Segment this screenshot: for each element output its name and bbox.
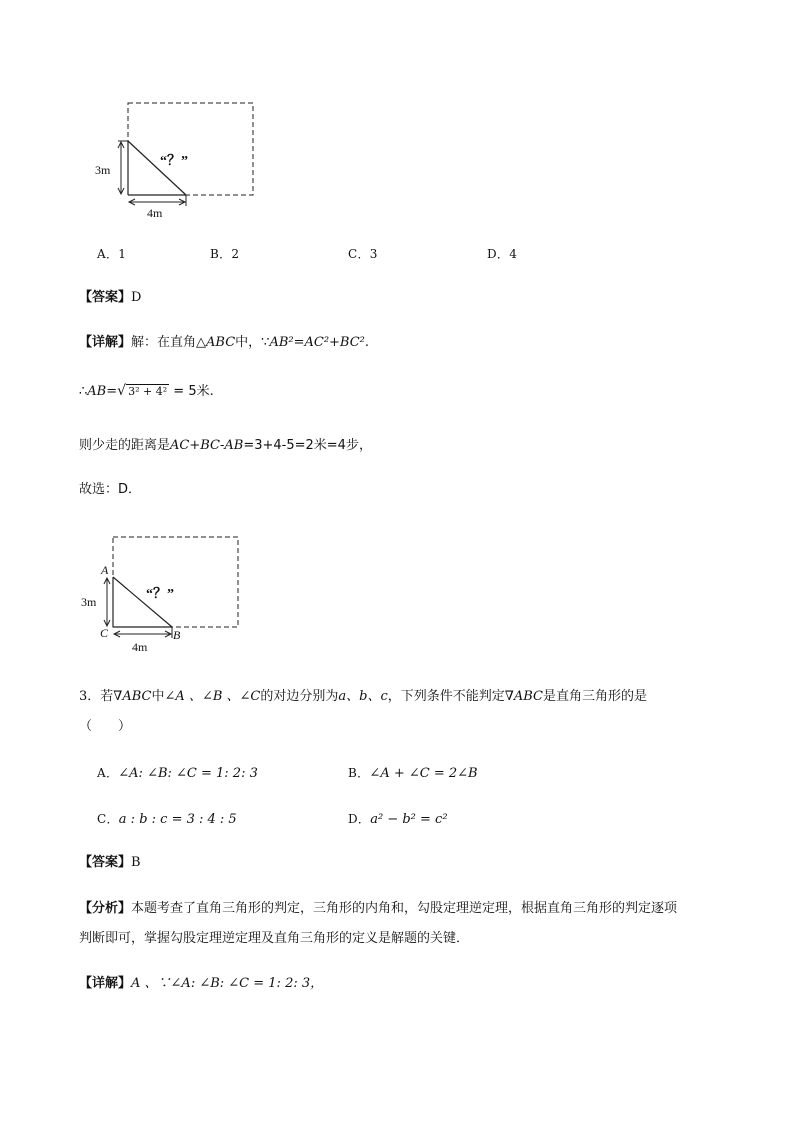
q3-analysis-line-2: 判断即可，掌握勾股定理逆定理及直角三角形的定义是解题的关键． (79, 931, 470, 946)
q3-analysis-text-1: 本题考查了直角三角形的判定，三角形的内角和，勾股定理逆定理，根据直角三角形的判定逐项 (131, 901, 678, 916)
q3-detail-text: A 、∵∠A: ∠B: ∠C = 1: 2: 3， (131, 976, 324, 991)
q3-answer-value: B (131, 855, 141, 870)
q3-stem-line-1 (79, 688, 647, 706)
q3-stem-part-3: 的对边分别为 (260, 689, 339, 704)
q2-detail-line-2 (79, 383, 214, 401)
q3-stem-part-2: 中 (151, 689, 165, 704)
figure-2-vertex-a: A (101, 563, 109, 577)
q3-detail-line (79, 975, 323, 993)
q3-stem-angles: ∠A 、∠B 、∠C (164, 689, 261, 704)
figure-2-vertex-b: B (173, 628, 181, 642)
q3-number: 3． (79, 689, 101, 704)
q3-answer-line (79, 854, 141, 872)
q2-answer-value: D (131, 290, 142, 305)
figure-2-vertex-c: C (100, 626, 109, 640)
figure-2-height-label: 3m (81, 595, 97, 609)
q3-option-d (348, 810, 448, 829)
figure-1-dashed-rect (128, 103, 253, 195)
q2-detail-1-prefix: 解：在直角△ (131, 335, 207, 350)
figure-1-diagram (90, 95, 270, 225)
q2-detail-1-abc: ABC (206, 335, 236, 350)
q3-option-c-letter: C． (97, 812, 119, 826)
figure-2-width-label: 4m (132, 640, 148, 654)
q2-detail-1-formula: AB²=AC²+BC² (269, 335, 365, 350)
q2-answer-line (79, 289, 141, 307)
q2-detail-line-3 (79, 437, 372, 455)
q2-detail-2-prefix: ∴ (79, 384, 88, 399)
q3-detail-tag: 【详解】 (79, 976, 132, 991)
q3-stem-part-4: ，下列条件不能判定 (387, 689, 505, 704)
q3-option-c-text: a : b : c = 3 : 4 : 5 (118, 812, 237, 827)
q3-option-a (97, 764, 258, 783)
figure-1-height-label: 3m (95, 163, 111, 177)
q2-detail-3-expr: AC+BC-AB (170, 438, 244, 453)
q2-detail-3-rest: =3+4-5=2米=4步， (243, 438, 372, 453)
q3-stem-triangle-2: ∇ABC (504, 689, 543, 704)
q3-stem-sides: a、b、c (338, 689, 388, 704)
q3-stem-triangle-1: ∇ABC (113, 689, 152, 704)
q2-option-d: D．4 (487, 247, 518, 261)
q2-answer-tag: 【答案】 (79, 290, 132, 305)
q2-detail-2-sqrt: √ 3² + 4² (117, 383, 168, 399)
q2-option-a: A．1 (97, 247, 127, 261)
q2-detail-2-radicand: 3² + 4² (128, 385, 168, 398)
figure-1-question-label: “？” (160, 154, 188, 169)
q2-detail-3-prefix: 则少走的距离是 (79, 438, 171, 453)
q2-detail-1-mid: 中，∵ (235, 335, 270, 350)
figure-2-dashed-rect (113, 537, 238, 627)
figure-2-question-label: “？” (146, 587, 174, 602)
figure-2-hypotenuse (113, 577, 172, 627)
q3-analysis-line-1 (79, 900, 677, 918)
q2-detail-2-end: . (209, 384, 214, 399)
q3-option-b-text: ∠A + ∠C = 2∠B (369, 766, 478, 781)
q2-detail-1-end: . (364, 335, 370, 350)
q3-option-d-letter: D． (348, 812, 371, 826)
q2-detail-tag: 【详解】 (79, 335, 132, 350)
q3-option-d-text: a² − b² = c² (370, 812, 448, 827)
q2-detail-line-1 (79, 334, 369, 352)
q3-option-b-letter: B． (348, 766, 370, 780)
q2-detail-2-eq: = (106, 384, 118, 399)
q3-option-b (348, 764, 478, 783)
q3-stem-part-5: 是直角三角形的是 (542, 689, 647, 704)
q2-option-b: B．2 (210, 247, 240, 261)
q2-option-c: C．3 (348, 247, 378, 261)
q3-stem-part-1: 若 (100, 689, 114, 704)
figure-2-diagram (78, 530, 258, 660)
q3-analysis-tag: 【分析】 (79, 901, 132, 916)
q3-option-a-text: ∠A: ∠B: ∠C = 1: 2: 3 (118, 766, 258, 781)
q3-answer-tag: 【答案】 (79, 855, 132, 870)
q2-detail-2-result: = 5米 (169, 384, 210, 399)
q3-option-c (97, 810, 237, 829)
q2-detail-line-4: 故选：D． (79, 482, 142, 497)
q3-answer-parentheses: （ ） (79, 719, 132, 734)
q3-option-a-letter: A． (97, 766, 119, 780)
q2-detail-2-ab: AB (87, 384, 107, 399)
figure-1-width-label: 4m (147, 206, 163, 220)
